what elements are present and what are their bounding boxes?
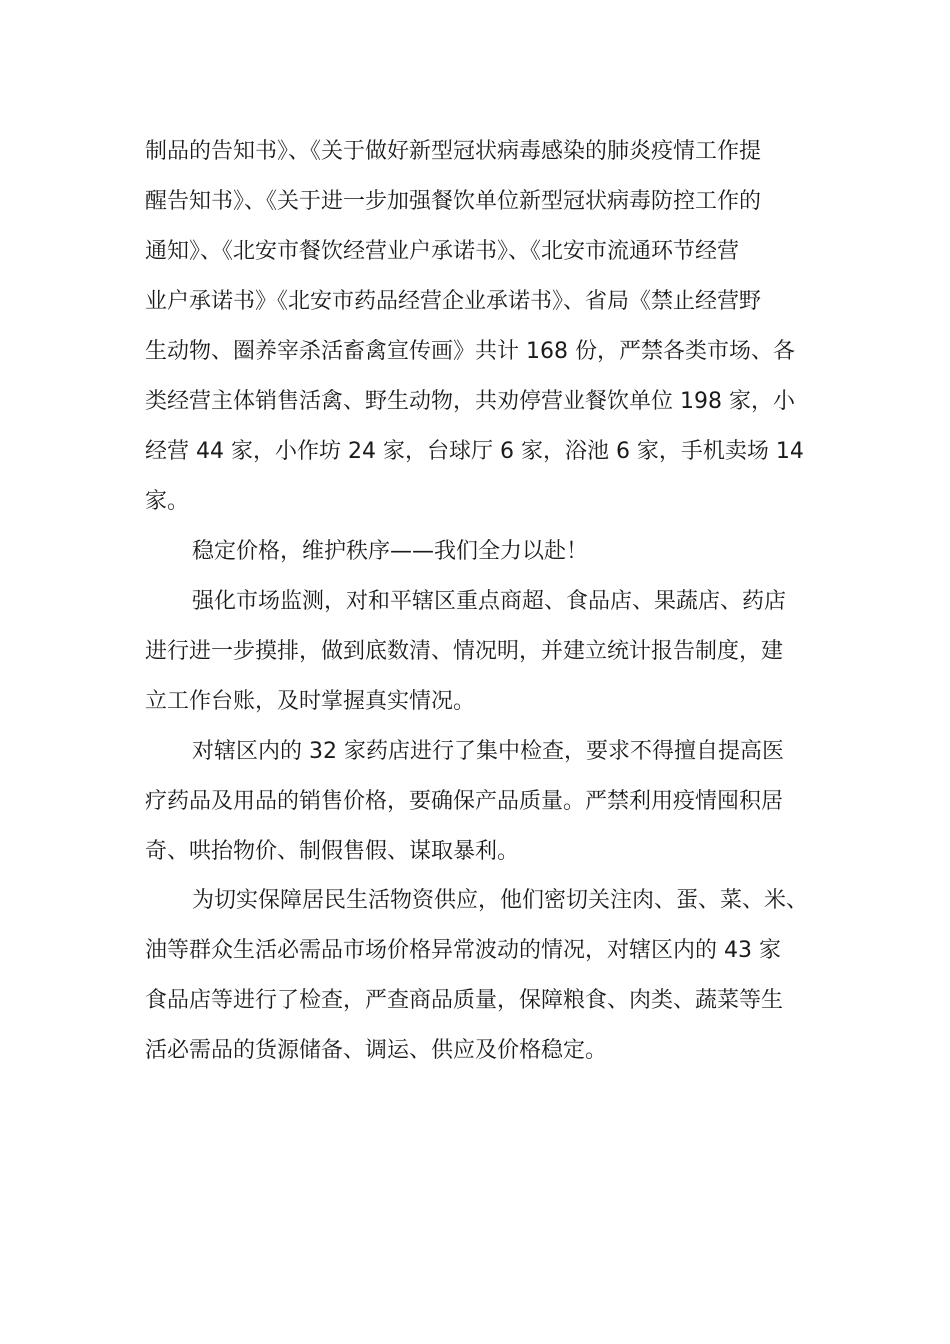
paragraph-1-line-3: 通知》、《北安市餐饮经营业户承诺书》、《北安市流通环节经营 <box>145 239 740 264</box>
paragraph-1-line-2: 醒告知书》、《关于进一步加强餐饮单位新型冠状病毒防控工作的 <box>145 189 762 214</box>
paragraph-1-line-7: 经营 44 家，小作坊 24 家，台球厅 6 家，浴池 6 家，手机卖场 14 <box>145 439 804 464</box>
paragraph-1-line-8: 家。 <box>145 489 190 514</box>
paragraph-1-line-5: 生动物、圈养宰杀活畜禽宣传画》共计 168 份，严禁各类市场、各 <box>145 339 795 364</box>
paragraph-4-line-2: 疗药品及用品的销售价格，要确保产品质量。严禁利用疫情囤积居 <box>145 789 784 814</box>
paragraph-5-line-3: 食品店等进行了检查，严查商品质量，保障粮食、肉类、蔬菜等生 <box>145 988 784 1013</box>
paragraph-4-line-3: 奇、哄抬物价、制假售假、谋取暴利。 <box>145 839 520 864</box>
paragraph-5-line-1: 为切实保障居民生活物资供应，他们密切关注肉、蛋、菜、米、 <box>192 888 809 913</box>
paragraph-3-line-3: 立工作台账，及时掌握真实情况。 <box>145 689 476 714</box>
paragraph-2-line-1: 稳定价格，维护秩序——我们全力以赴！ <box>192 539 589 564</box>
paragraph-1-line-6: 类经营主体销售活禽、野生动物，共劝停营业餐饮单位 198 家，小 <box>145 389 795 414</box>
paragraph-5-line-2: 油等群众生活必需品市场价格异常波动的情况，对辖区内的 43 家 <box>145 938 781 963</box>
paragraph-1-line-4: 业户承诺书》《北安市药品经营企业承诺书》、省局《禁止经营野 <box>145 289 762 314</box>
paragraph-3-line-2: 进行进一步摸排，做到底数清、情况明，并建立统计报告制度，建 <box>145 639 784 664</box>
paragraph-4-line-1: 对辖区内的 32 家药店进行了集中检查，要求不得擅自提高医 <box>192 739 784 764</box>
paragraph-1-line-1: 制品的告知书》、《关于做好新型冠状病毒感染的肺炎疫情工作提 <box>145 139 762 164</box>
paragraph-5-line-4: 活必需品的货源储备、调运、供应及价格稳定。 <box>145 1038 608 1063</box>
paragraph-3-line-1: 强化市场监测，对和平辖区重点商超、食品店、果蔬店、药店 <box>192 589 787 614</box>
